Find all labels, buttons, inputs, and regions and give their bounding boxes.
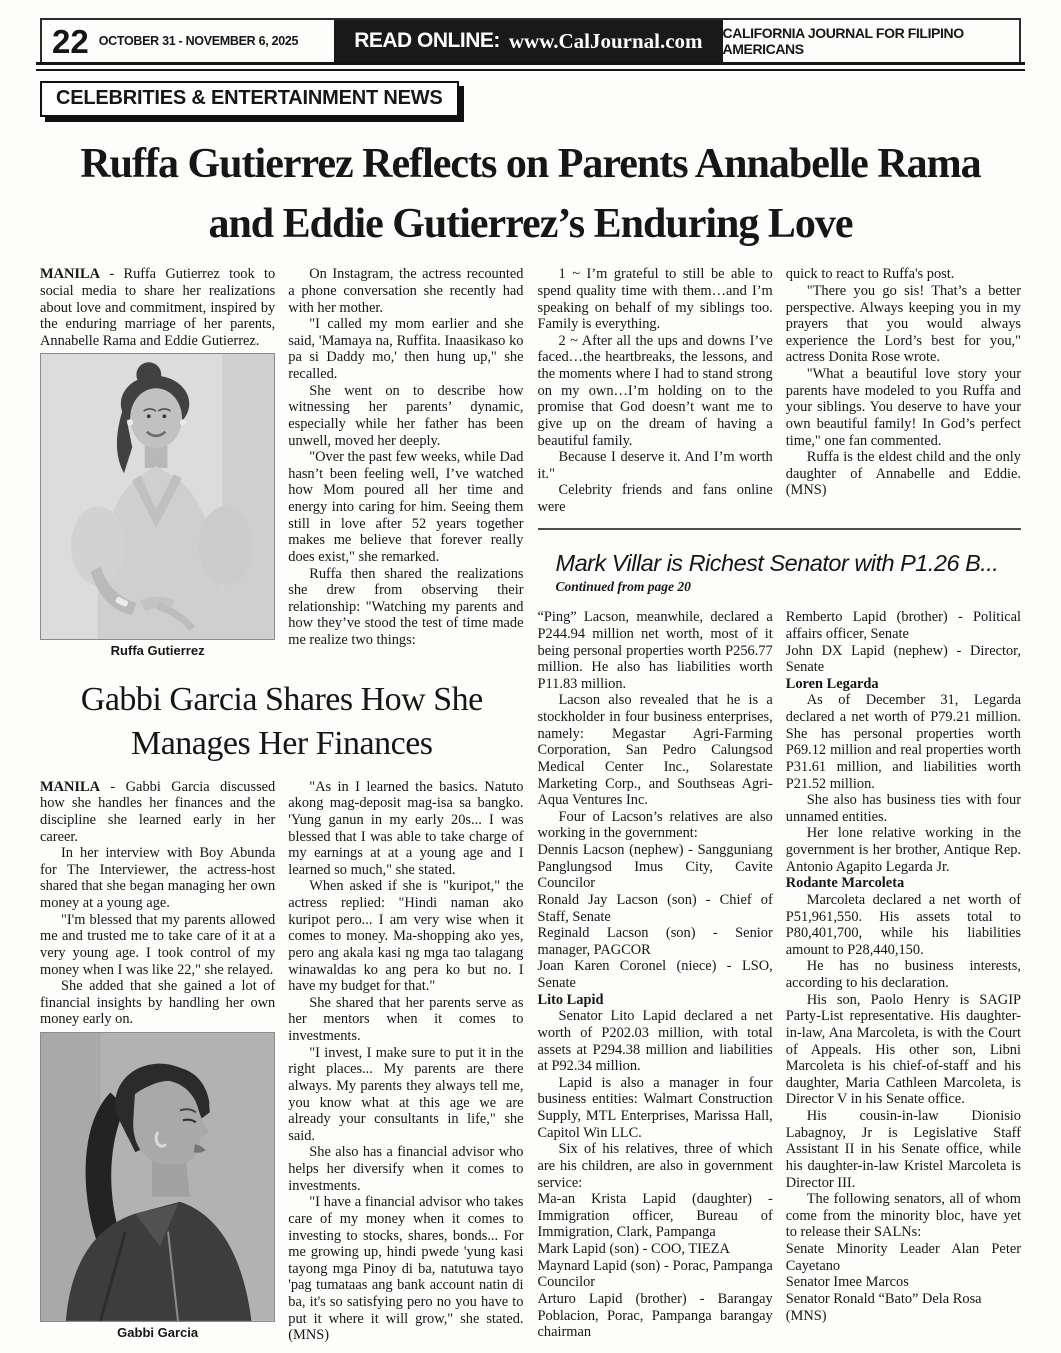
paragraph: Ronald Jay Lacson (son) - Chief of Staff, Senate bbox=[537, 891, 773, 925]
ruffa-col1-text bbox=[40, 266, 275, 349]
paragraph: Rodante Marcoleta bbox=[785, 875, 905, 892]
paragraph: Ma-an Krista Lapid (daughter) - Immigration officer, Bureau of Immigration, Clark, Pampanga bbox=[537, 1191, 773, 1241]
ruffa-article-left-columns bbox=[40, 266, 524, 660]
headline-ruffa-article: Ruffa Gutierrez Reflects on Parents Annabelle Rama and Eddie Gutierrez’s Enduring Love bbox=[80, 141, 981, 247]
paragraph: (MNS) bbox=[785, 1307, 827, 1324]
villar-column-1 bbox=[538, 609, 773, 1341]
paragraph: 2 ~ After all the ups and downs I’ve faced…the heartbreaks, the lessons, and the moments where I had to stand strong on my own…I’m holding on to the promise that God doesn’t want me to give up on the dream of having a beautiful family. bbox=[537, 332, 773, 449]
gabbi-col1-text bbox=[40, 779, 275, 1028]
headline-gabbi-article: Gabbi Garcia Shares How She Manages Her Finances bbox=[80, 681, 483, 763]
paragraph: Remberto Lapid (brother) - Political affairs officer, Senate bbox=[785, 609, 1021, 642]
continued-from-note: Continued from page 20 bbox=[555, 579, 691, 595]
villar-article-columns bbox=[538, 609, 1022, 1341]
paragraph: Marcoleta declared a net worth of P51,961,550. His assets total to P80,401,700, while his liabilities amount to P28,440,150. bbox=[785, 891, 1021, 958]
ruffa-portrait-illustration bbox=[41, 354, 274, 639]
paragraph: When asked if she is "kuripot," the actress replied: "Hindi naman ako kuripot pero... I am very wise when it comes to money. Ma-shopping ako yes, pero ang akala kasi ng mga tao talagang winawaldas ko ang pera ko but no. I have my budget for that." bbox=[288, 878, 524, 995]
gabbi-column-1 bbox=[40, 779, 275, 1344]
journal-name: CALIFORNIA JOURNAL FOR FILIPINO AMERICANS bbox=[722, 25, 964, 57]
page-header bbox=[40, 18, 1021, 62]
paragraph: "As in I learned the basics. Natuto akong mag-deposit mag-isa sa bangko. 'Yung ganun in my early 20s... I was blessed that I was able to take charge of my earnings at at a young age and I learned so much," she stated. bbox=[288, 778, 524, 878]
ruffa-photo-figure bbox=[40, 353, 275, 658]
headline-villar-article: Mark Villar is Richest Senator with P1.26 B... bbox=[555, 550, 999, 577]
paragraph: Senator Ronald “Bato” Dela Rosa bbox=[785, 1290, 982, 1307]
paragraph: Because I deserve it. And I’m worth it." bbox=[537, 449, 773, 482]
paragraph: Mark Lapid (son) - COO, TIEZA bbox=[537, 1241, 730, 1257]
villar-column-2 bbox=[786, 609, 1021, 1341]
page-number-block bbox=[42, 20, 308, 62]
paragraph: His son, Paolo Henry is SAGIP Party-List representative. His daughter-in-law, Ana Marcoleta, is with the Court of Appeals. His other son, Libni Marcoleta is his chief-of-staff and his daughter, Maria Cathleen Marcoleta, is Director V in his Senate office. bbox=[785, 991, 1021, 1108]
paragraph: Senator Lito Lapid declared a net worth of P202.03 million, with total assets at P294.38 million and liabilities at P92.34 million. bbox=[537, 1008, 773, 1075]
paragraph: Lito Lapid bbox=[537, 991, 604, 1008]
paragraph: "Over the past few weeks, while Dad hasn’t been feeling well, I’ve watched how Mom poured all her time and energy into caring for him. Seeing them still in love after 52 years together makes me believe that forever really does exist," she remarked. bbox=[288, 449, 524, 565]
paragraph: Loren Legarda bbox=[785, 675, 879, 692]
paragraph: She added that she gained a lot of financial insights by handling her own money early on. bbox=[40, 978, 276, 1028]
villar-section-divider bbox=[538, 528, 1022, 530]
paragraph: Ruffa then shared the realizations she drew from observing their relationship: "Watching my parents and how they’ve stood the test of time made me realize two things: bbox=[288, 565, 524, 648]
paragraph: Celebrity friends and fans online were bbox=[537, 482, 773, 515]
paragraph: Arturo Lapid (brother) - Barangay Poblacion, Porac, Pampanga barangay chairman bbox=[537, 1290, 773, 1341]
ruffa-column-3 bbox=[538, 266, 773, 516]
paragraph: He has no business interests, according to his declaration. bbox=[785, 958, 1021, 991]
paragraph: Lacson also revealed that he is a stockholder in four business enterprises, namely: Megastar Agri-Farming Corporation, San Pedro Calungsod Medical Center Inc., Solarestate Marketing Corp., and Southseas Agri-Aqua Ventures Inc. bbox=[537, 692, 773, 809]
ruffa-gutierrez-photo bbox=[40, 353, 275, 640]
gabbi-column-2 bbox=[288, 779, 523, 1344]
paragraph: Reginald Lacson (son) - Senior manager, PAGCOR bbox=[537, 925, 773, 958]
paragraph: "I called my mom earlier and she said, 'Mamaya na, Ruffita. Inaasikaso ko pa si Daddy mo,' then hung up," she recalled. bbox=[288, 316, 524, 382]
issue-date: OCTOBER 31 - NOVEMBER 6, 2025 bbox=[98, 34, 299, 48]
gabbi-photo-figure bbox=[40, 1032, 275, 1340]
paragraph: “Ping” Lacson, meanwhile, declared a P244.94 million net worth, most of it being personal properties worth P256.77 million. He also has liabilities worth P11.83 million. bbox=[537, 609, 773, 692]
paragraph: The following senators, all of whom come from the minority bloc, have yet to release their SALNs: bbox=[785, 1191, 1021, 1241]
paragraph: MANILA - Gabbi Garcia discussed how she handles her finances and the discipline she learned early in her career. bbox=[40, 778, 276, 845]
gabbi-portrait-illustration bbox=[41, 1033, 274, 1321]
ruffa-article-right-columns bbox=[538, 266, 1022, 516]
paragraph: Her lone relative working in the government is her brother, Antique Rep. Antonio Agapito Legarda Jr. bbox=[785, 825, 1021, 875]
ruffa-photo-caption: Ruffa Gutierrez bbox=[110, 643, 205, 659]
left-half bbox=[40, 266, 524, 1344]
paragraph: His cousin-in-law Dionisio Labagnoy, Jr is Legislative Staff Assistant II in his Senate office, while his daughter-in-law Kristel Marcoleta is Director III. bbox=[785, 1108, 1021, 1191]
dateline: MANILA bbox=[40, 266, 100, 283]
ruffa-column-4 bbox=[786, 266, 1021, 516]
paragraph: Dennis Lacson (nephew) - Sangguniang Panglungsod Imus City, Cavite Councilor bbox=[537, 842, 773, 892]
paragraph: In her interview with Boy Abunda for The Interviewer, the actress-host shared that she began managing her own money at a young age. bbox=[40, 845, 276, 911]
paragraph: Lapid is also a manager in four business entities: Walmart Construction Supply, MTL Enterprises, Marissa Hall, Capitol Win LLC. bbox=[537, 1074, 773, 1141]
ruffa-column-1 bbox=[40, 266, 275, 660]
paragraph: Six of his relatives, three of which are his children, are also in government service: bbox=[537, 1141, 773, 1191]
paragraph: John DX Lapid (nephew) - Director, Senate bbox=[785, 642, 1021, 676]
paragraph: As of December 31, Legarda declared a net worth of P79.21 million. She has personal properties worth P69.12 million and real properties worth P31.61 million, and liabilities worth P21.52 million. bbox=[785, 692, 1021, 792]
gabbi-garcia-photo bbox=[40, 1032, 275, 1322]
paragraph: Senate Minority Leader Alan Peter Cayetano bbox=[785, 1241, 1021, 1274]
paragraph: On Instagram, the actress recounted a phone conversation she recently had with her mother. bbox=[288, 266, 524, 316]
journal-url: www.CalJournal.com bbox=[508, 28, 703, 53]
paragraph: "What a beautiful love story your parents have modeled to you Ruffa and your siblings. You deserve to have your own beautiful family! In God’s perfect time," one fan commented. bbox=[785, 366, 1021, 449]
paragraph: MANILA - Ruffa Gutierrez took to social media to share her realizations about love and commitment, inspired by the enduring marriage of her parents, Annabelle Rama and Eddie Gutierrez. bbox=[40, 266, 276, 349]
paragraph: She also has business ties with four unnamed entities. bbox=[785, 792, 1021, 825]
gabbi-photo-caption: Gabbi Garcia bbox=[117, 1324, 199, 1340]
paragraph: She went on to describe how witnessing her parents’ dynamic, especially while her father has been unwell, moved her deeply. bbox=[288, 382, 524, 449]
paragraph: She also has a financial advisor who helps her diversify when it comes to investments. bbox=[288, 1144, 524, 1194]
paragraph: 1 ~ I’m grateful to still be able to spend quality time with them…and I’m speaking on behalf of my siblings too. Family is everything. bbox=[537, 266, 773, 333]
page-number: 22 bbox=[52, 22, 89, 60]
paragraph: "There you go sis! That’s a better perspective. Always keeping you in my prayers that you would always experience the Lord’s best for you," actress Donita Rose wrote. bbox=[785, 282, 1021, 366]
dateline: MANILA bbox=[40, 778, 100, 795]
right-half bbox=[538, 266, 1022, 1344]
paragraph: "I'm blessed that my parents allowed me and trusted me to take care of it at a very young age. I took control of my money when I was like 22," she relayed. bbox=[40, 911, 276, 978]
header-divider bbox=[36, 62, 1025, 71]
read-online-banner bbox=[334, 20, 722, 62]
read-online-label: READ ONLINE: bbox=[354, 29, 500, 52]
page-body bbox=[40, 266, 1021, 1344]
ruffa-column-2 bbox=[288, 266, 523, 660]
paragraph: Joan Karen Coronel (niece) - LSO, Senate bbox=[537, 958, 773, 991]
paragraph: Senator Imee Marcos bbox=[785, 1274, 909, 1291]
paragraph: Ruffa is the eldest child and the only daughter of Annabelle and Eddie. (MNS) bbox=[785, 449, 1021, 499]
paragraph: "I invest, I make sure to put it in the right places... My parents are there always. My parents they always tell me, you know what at this age we are already your consultants in life," she said. bbox=[288, 1044, 524, 1144]
section-banner: CELEBRITIES & ENTERTAINMENT NEWS bbox=[40, 81, 459, 117]
paragraph: Four of Lacson’s relatives are also working in the government: bbox=[537, 808, 773, 842]
gabbi-article-columns bbox=[40, 779, 524, 1344]
paragraph: She shared that her parents serve as her mentors when it comes to investments. bbox=[288, 994, 524, 1044]
section-banner-row bbox=[40, 81, 1021, 119]
paragraph: "I have a financial advisor who takes care of my money when it comes to investing to stocks, shares, bonds... For me growing up, hindi pwede 'yung kasi tayong mga Pinoy di ba, natutuwa tayo 'pag tumataas ang bank account natin di ba, it's so satisfying pero no you have to put it where it will grow," she stated. (MNS) bbox=[288, 1194, 524, 1344]
paragraph: quick to react to Ruffa's post. bbox=[785, 266, 955, 283]
paragraph: Maynard Lapid (son) - Porac, Pampanga Councilor bbox=[537, 1257, 773, 1291]
